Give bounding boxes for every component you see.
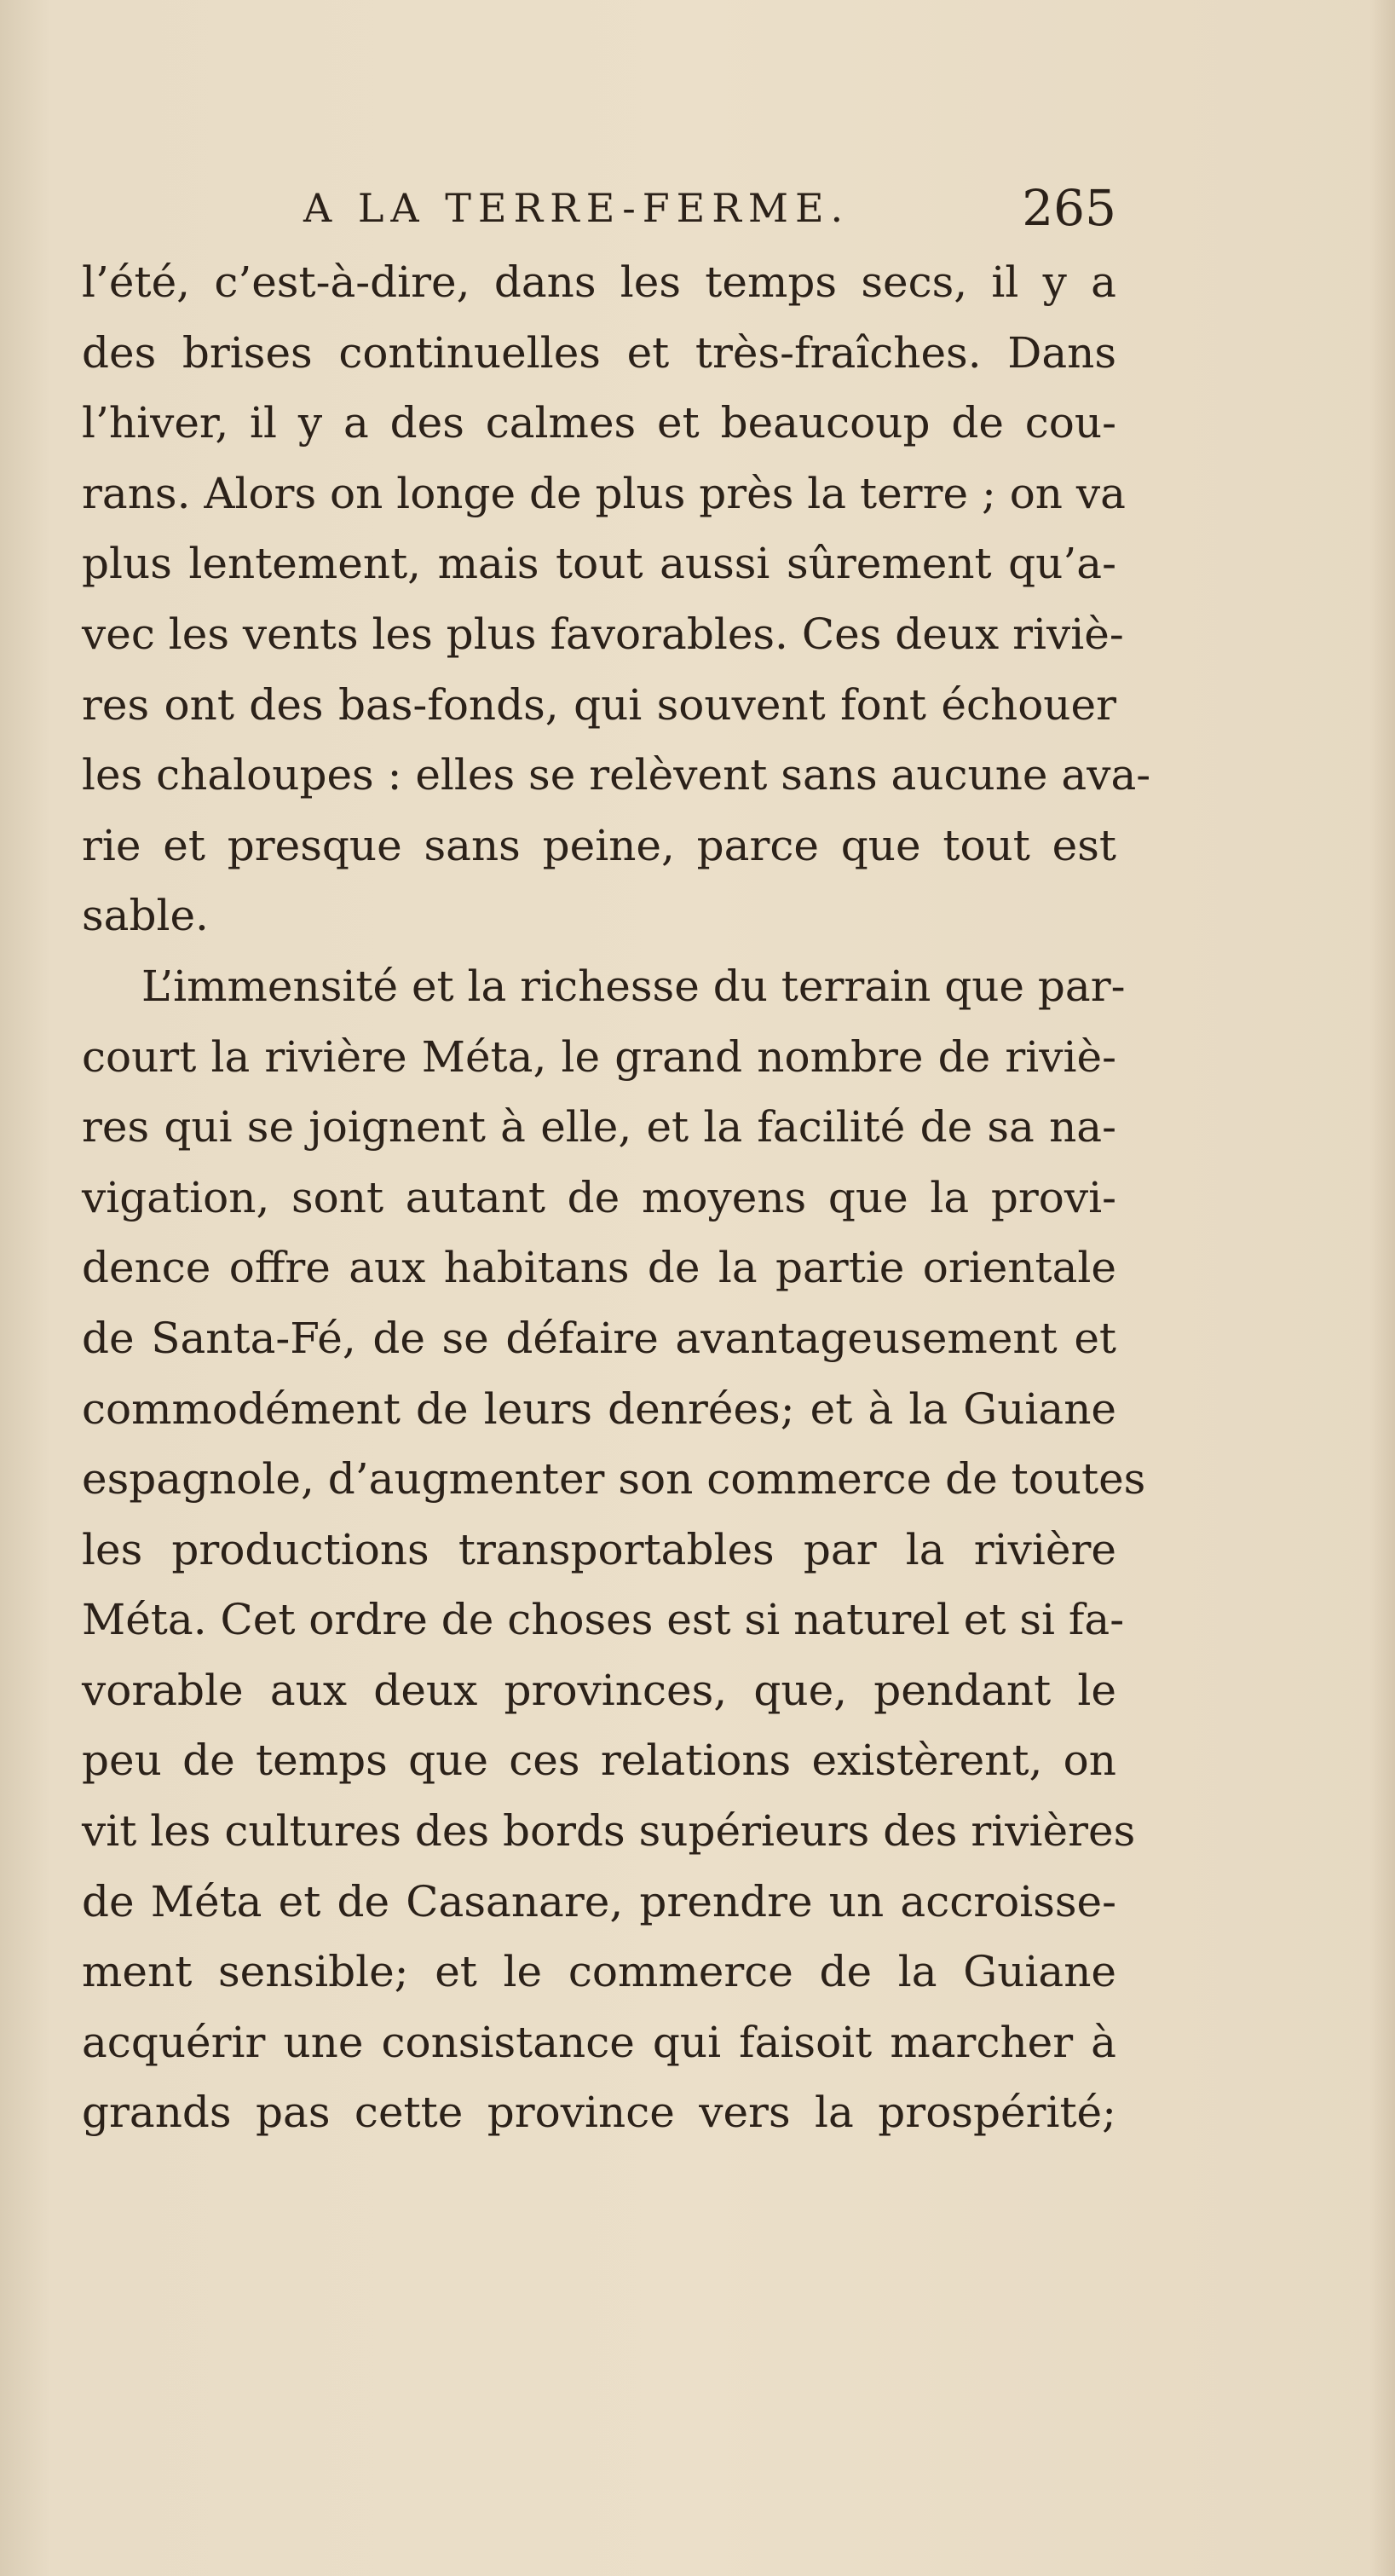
text-line: ment sensible; et le commerce de la Guiane: [82, 1947, 1116, 1997]
text-line: vigation, sont autant de moyens que la provi-: [82, 1172, 1116, 1222]
text-line: vec les vents les plus favorables. Ces deux riviè-: [82, 609, 1124, 659]
paragraph: [82, 951, 1146, 2148]
page-number: 265: [1022, 179, 1116, 237]
text-line: les productions transportables par la rivière: [82, 1524, 1116, 1574]
text-line: Méta. Cet ordre de choses est si naturel et si fa-: [82, 1595, 1125, 1645]
text-line: court la rivière Méta, le grand nombre de riviè-: [82, 1031, 1116, 1082]
text-line: grands pas cette province vers la prospérité;: [82, 2088, 1116, 2138]
text-line: espagnole, d’augmenter son commerce de toutes: [82, 1454, 1146, 1505]
running-head-title: A LA TERRE-FERME.: [303, 185, 850, 231]
text-line: rans. Alors on longe de plus près la terre ; on va: [82, 468, 1126, 518]
text-line: l’été, c’est-à-dire, dans les temps secs, il y a: [82, 257, 1116, 307]
text-line: res ont des bas-fonds, qui souvent font échouer: [82, 679, 1116, 730]
text-line: de Méta et de Casanare, prendre un accroisse-: [82, 1876, 1116, 1926]
text-line: vorable aux deux provinces, que, pendant le: [82, 1665, 1116, 1715]
text-line: acquérir une consistance qui faisoit marcher à: [82, 2017, 1116, 2067]
text-line: commodément de leurs denrées; et à la Guiane: [82, 1383, 1116, 1434]
text-line: sable.: [82, 891, 209, 941]
text-line: l’hiver, il y a des calmes et beaucoup de cou-: [82, 398, 1116, 448]
paragraph-continued: [82, 247, 1151, 951]
text-line: rie et presque sans peine, parce que tout est: [82, 820, 1116, 870]
text-line: vit les cultures des bords supérieurs des rivières: [82, 1806, 1136, 1857]
text-line: res qui se joignent à elle, et la facilité de sa na-: [82, 1102, 1116, 1152]
running-head: [82, 174, 1116, 242]
text-line: dence offre aux habitans de la partie orientale: [82, 1243, 1116, 1293]
text-line: peu de temps que ces relations existèrent, on: [82, 1736, 1116, 1786]
text-line: L’immensité et la richesse du terrain que par-: [141, 961, 1126, 1011]
body-text: [82, 247, 1151, 2148]
text-line: plus lentement, mais tout aussi sûrement qu’a-: [82, 539, 1116, 589]
text-line: des brises continuelles et très-fraîches. Dans: [82, 327, 1116, 378]
page-edge-shadow: [1369, 0, 1395, 2576]
text-line: de Santa-Fé, de se défaire avantageusement et: [82, 1313, 1116, 1363]
text-line: les chaloupes : elles se relèvent sans aucune ava-: [82, 750, 1151, 800]
